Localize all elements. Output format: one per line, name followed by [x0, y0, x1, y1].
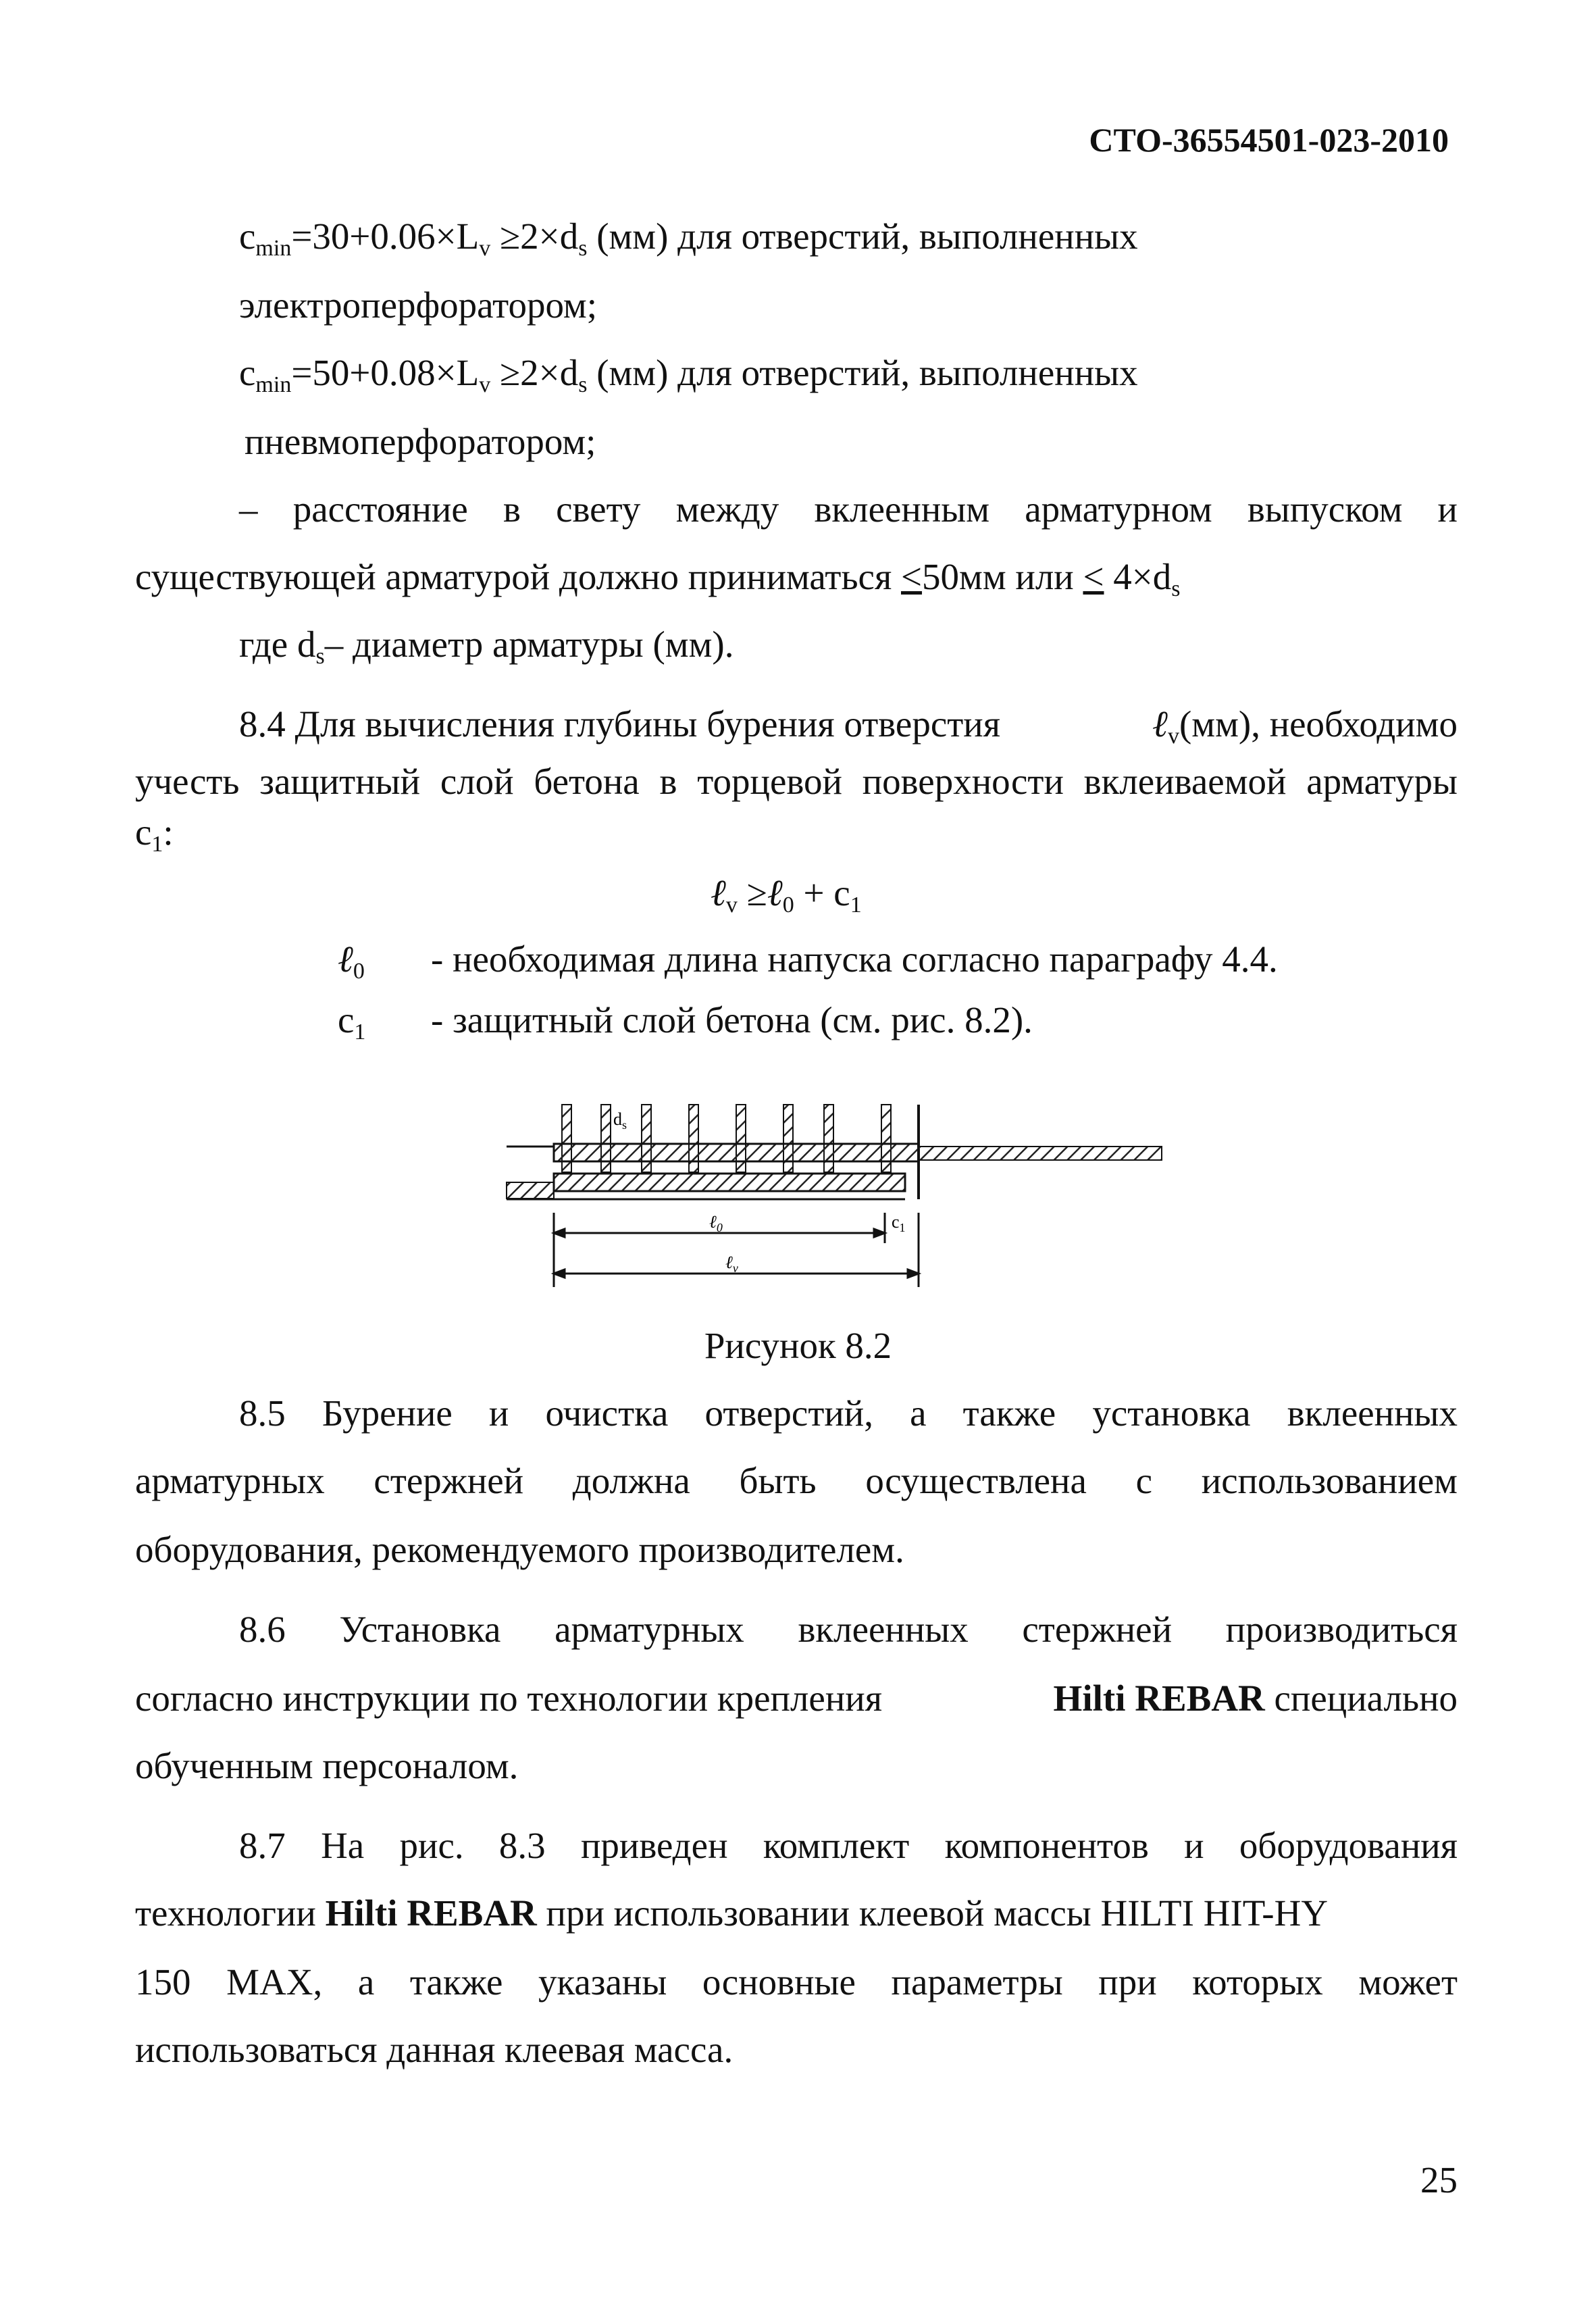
def-l0-symbol: ℓ$_0$	[338, 938, 365, 984]
label-ds: $d_s$	[613, 1109, 627, 1132]
para-8-7-line4: использоваться данная клеевая масса.	[135, 2029, 733, 2070]
label-l0: ℓ$_0$	[709, 1212, 723, 1234]
label-lv: ℓ$_v$	[725, 1253, 738, 1275]
page-number: 25	[1420, 2159, 1458, 2200]
para-8-7-line2: технологии Hilti REBAR при использовании клеевой массы HILTI HIT-HY	[135, 1892, 1329, 1934]
distance-paragraph-line1: – расстояние в свету между вклеенным арматурном выпуском и	[239, 488, 1458, 530]
existing-rebar	[507, 1174, 905, 1199]
para-8-6-line1: 8.6 Установка арматурных вклеенных стержней производиться	[239, 1609, 1458, 1650]
def-l0-text: - необходимая длина напуска согласно параграфу 4.4.	[431, 938, 1278, 980]
def-c1-text: - защитный слой бетона (см. рис. 8.2).	[431, 999, 1033, 1040]
formula-cmin-electro: $c_{min}=30+0.06\times L_v \ge 2\times d_s$ (мм) для отверстий, выполненных	[239, 216, 1138, 261]
def-c1-symbol: $c_1$	[338, 999, 366, 1045]
para-8-7-line3: 150 MAX, а также указаны основные параметры при которых может	[135, 1961, 1458, 2003]
para-8-6-line2: согласно инструкции по технологии крепления Hilti REBAR специально	[135, 1678, 1458, 1719]
figure-caption: Рисунок 8.2	[704, 1325, 892, 1366]
label-c1: $c_1$	[892, 1212, 906, 1234]
formula-cmin-electro-line2: электроперфоратором;	[239, 284, 597, 326]
formula-lv: ℓ$_v$ ≥ℓ$_0$ + $c_1$	[711, 872, 862, 917]
para-8-5-line2: арматурных стержней должна быть осуществлена с использованием	[135, 1460, 1458, 1501]
para-8-4-line3: $c_1$:	[135, 811, 174, 857]
para-8-7-line1: 8.7 На рис. 8.3 приведен комплект компонентов и оборудования	[239, 1825, 1458, 1866]
rebar-lap-diagram	[500, 1098, 1189, 1301]
distance-where-line: где $d_s-$ диаметр арматуры (мм).	[239, 624, 734, 669]
distance-paragraph-line2: существующей арматурой должно приниматься <50мм или < $4\times d_s$	[135, 556, 1181, 601]
formula-cmin-pneumo: $c_{min}=50+0.08\times L_v \ge 2\times d_s$ (мм) для отверстий, выполненных	[239, 352, 1138, 397]
para-8-4-line2: учесть защитный слой бетона в торцевой поверхности вклеиваемой арматуры	[135, 761, 1458, 802]
dimension-lines	[554, 1213, 919, 1287]
para-8-5-line3: оборудования, рекомендуемого производителем.	[135, 1529, 904, 1570]
bonded-rebar	[507, 1144, 1162, 1161]
para-8-6-line3: обученным персоналом.	[135, 1745, 519, 1786]
para-8-5-line1: 8.5 Бурение и очистка отверстий, а также установка вклеенных	[239, 1392, 1458, 1434]
document-code-header: СТО-36554501-023-2010	[1089, 121, 1449, 159]
formula-cmin-pneumo-line2: пневмоперфоратором;	[244, 421, 596, 462]
para-8-4-line1: 8.4 Для вычисления глубины бурения отверстия ℓ$_v$(мм), необходимо	[239, 703, 1458, 749]
